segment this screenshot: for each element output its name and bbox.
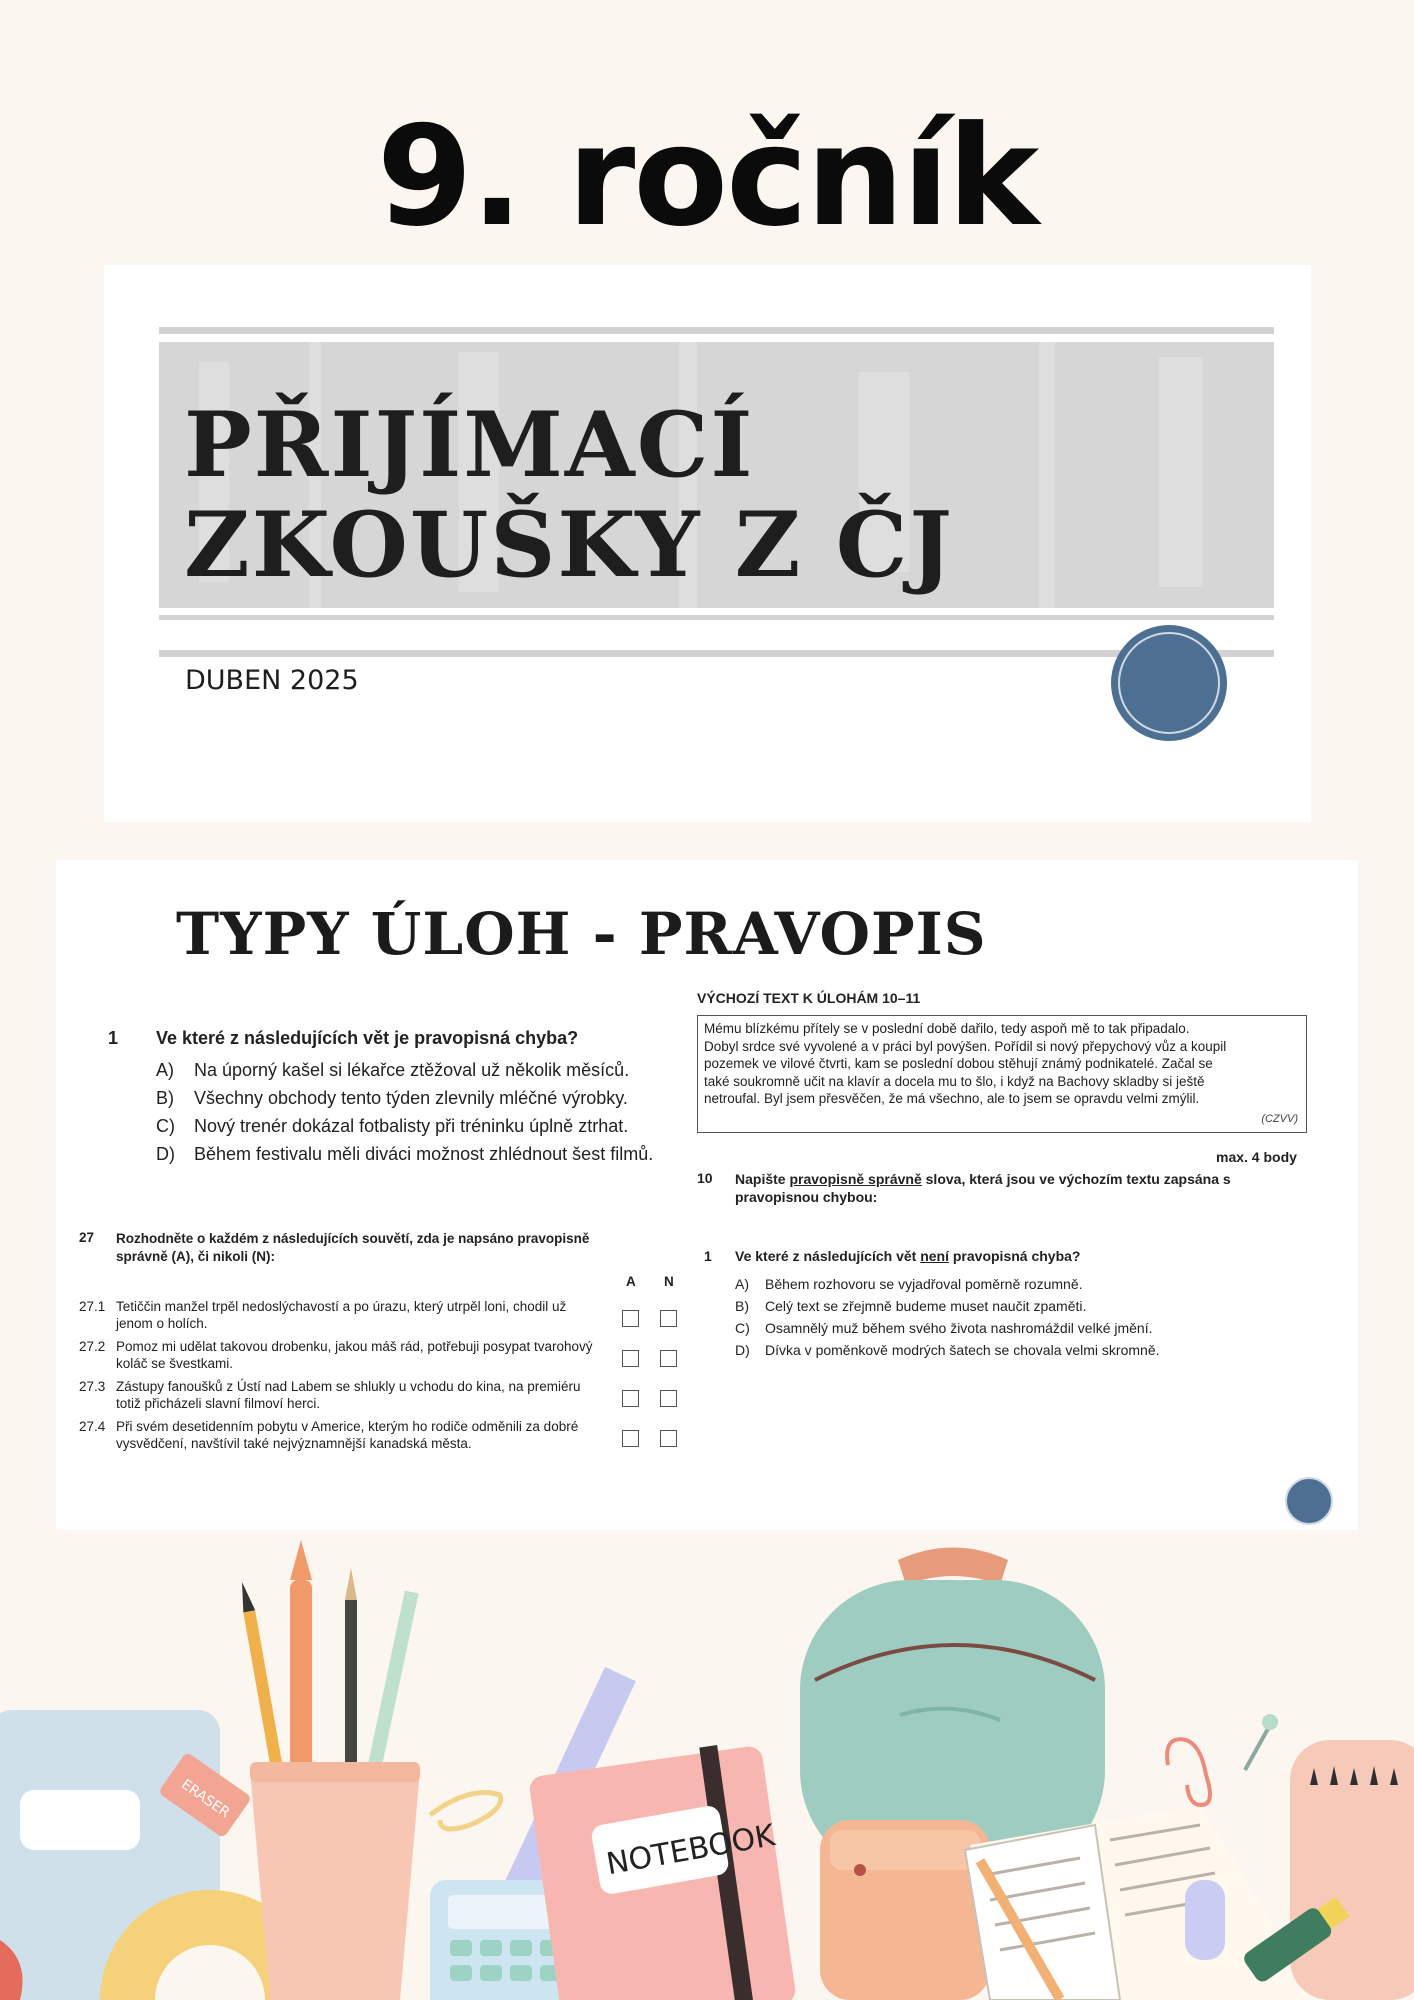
- option-text: Na úporný kašel si lékařce ztěžoval už několik měsíců.: [194, 1060, 630, 1080]
- question-text-emphasis: pravopisně správně: [789, 1171, 922, 1187]
- eraser-label: ERASER: [178, 1776, 233, 1822]
- checkbox-n[interactable]: [660, 1430, 677, 1447]
- school-supplies-illustration: [0, 1540, 1414, 2000]
- question-number: 27: [79, 1230, 95, 1245]
- source-text-box: [697, 1015, 1307, 1133]
- max-points: max. 4 body: [1216, 1149, 1297, 1165]
- checkbox-a[interactable]: [622, 1390, 639, 1407]
- option-text: Dívka v poměnkově modrých šatech se chovala velmi skromně.: [765, 1342, 1160, 1358]
- option-text: Nový trenér dokázal fotbalisty při tréninku úplně ztrhat.: [194, 1116, 629, 1136]
- option-label: C): [735, 1320, 750, 1336]
- checkbox-a[interactable]: [622, 1350, 639, 1367]
- option-text: Celý text se zřejmně budeme muset naučit zpaměti.: [765, 1298, 1087, 1314]
- item-number: 27.1: [79, 1299, 106, 1314]
- checkbox-n[interactable]: [660, 1390, 677, 1407]
- source-text-line: netroufal. Byl jsem přesvěčen, že má všechno, ale to jsem se opravdu velmi zmýlil.: [704, 1091, 1200, 1106]
- item-text: Pomoz mi udělat takovou drobenku, jakou máš rád, potřebuji posypat tvarohový koláč se švestkami.: [116, 1339, 593, 1371]
- source-text-heading: VÝCHOZÍ TEXT K ÚLOHÁM 10–11: [697, 990, 921, 1006]
- notebook-label: NOTEBOOK: [603, 1818, 778, 1883]
- question-text: Rozhodněte o každém z následujících souvětí, zda je napsáno pravopisně správně (A), či nikoli (N):: [116, 1231, 590, 1264]
- option-label: D): [156, 1144, 175, 1164]
- pink-notebook: [528, 1745, 797, 2000]
- pencil-case: [1290, 1740, 1414, 2000]
- slide-title: TYPY ÚLOH - PRAVOPIS: [176, 900, 987, 968]
- source-attribution: (CZVV): [1261, 1112, 1298, 1125]
- question-text-part: Ve které z následujících vět: [735, 1248, 921, 1264]
- slide-title-line-2: ZKOUŠKY Z ČJ: [184, 492, 955, 598]
- pencil-cup: [238, 1540, 420, 2000]
- option-text: Během festivalu měli diváci možnost zhlédnout šest filmů.: [194, 1144, 654, 1164]
- option-text: Osamnělý muž během svého života nashromáždil velké jmění.: [765, 1320, 1153, 1336]
- slide-date: DUBEN 2025: [185, 665, 359, 696]
- question-text: [735, 1170, 1295, 1206]
- question-text-emphasis: není: [920, 1248, 949, 1264]
- checkbox-a[interactable]: [622, 1430, 639, 1447]
- divider-bottom-inner: [159, 615, 1274, 620]
- decorative-circle: [1285, 1477, 1333, 1525]
- item-number: 27.2: [79, 1339, 106, 1354]
- divider-top: [159, 327, 1274, 334]
- paperclip-red: [1167, 1739, 1210, 1805]
- decorative-circle-ring: [1118, 632, 1220, 734]
- option-text: Všechny obchody tento týden zlevnily mléčné výrobky.: [194, 1088, 628, 1108]
- option-label: D): [735, 1342, 750, 1358]
- question-number: 1: [108, 1028, 119, 1048]
- slide-title: [184, 392, 955, 598]
- question-number: 1: [704, 1248, 712, 1264]
- item-text: Tetiččin manžel trpěl nedoslýchavostí a po úrazu, který utrpěl loni, chodil už jenom o holích.: [116, 1299, 567, 1331]
- question-text: Ve které z následujících vět je pravopisná chyba?: [156, 1028, 579, 1048]
- paperclip: [430, 1793, 501, 1830]
- question-number: 10: [697, 1170, 713, 1186]
- item-number: 27.3: [79, 1379, 106, 1394]
- item-text: Při svém desetidenním pobytu v Americe, kterým ho rodiče odměnili za dobré vysvědčení, navštívil také nejvýznamnější kanadská města.: [116, 1419, 579, 1451]
- option-label: B): [156, 1088, 174, 1108]
- question-text: [735, 1248, 1080, 1264]
- checkbox-n[interactable]: [660, 1310, 677, 1327]
- option-label: A): [156, 1060, 174, 1080]
- checkbox-a[interactable]: [622, 1310, 639, 1327]
- source-text-line: Mému blízkému přítely se v poslední době dařilo, tedy aspoň mě to tak připadalo.: [704, 1021, 1190, 1036]
- page-title: 9. ročník: [376, 96, 1038, 257]
- pushpin: [1245, 1714, 1278, 1770]
- slide-title-line-1: PŘIJÍMACÍ: [184, 392, 755, 498]
- column-header-n: N: [664, 1274, 674, 1289]
- option-label: B): [735, 1298, 749, 1314]
- option-label: C): [156, 1116, 175, 1136]
- item-text: Zástupy fanoušků z Ústí nad Labem se shlukly u vchodu do kina, na premiéru totiž přicházeli slavní filmoví herci.: [116, 1379, 581, 1411]
- column-header-a: A: [626, 1274, 636, 1289]
- question-text-part: pravopisná chyba?: [948, 1248, 1081, 1264]
- item-number: 27.4: [79, 1419, 106, 1434]
- option-text: Během rozhovoru se vyjadřoval poměrně rozumně.: [765, 1276, 1083, 1292]
- divider-bottom: [159, 650, 1274, 657]
- source-text-line: také soukromně učit na klavír a docela mu to šlo, i když na Bachovy skladby si ještě: [704, 1073, 1205, 1089]
- source-text-line: Dobyl srdce své vyvolené a v práci byl povýšen. Pořídil si nový přepychový vůz a koupil: [704, 1038, 1227, 1054]
- option-label: A): [735, 1276, 749, 1292]
- question-text-part: slova, která jsou ve výchozím textu zapsána s pravopisnou chybou:: [735, 1171, 1231, 1205]
- title-slide: [104, 265, 1311, 822]
- checkbox-n[interactable]: [660, 1350, 677, 1367]
- source-text-line: pozemek ve vilové čtvrti, kam se poslední dobou stěhují známý podnikatelé. Začal se: [704, 1056, 1213, 1071]
- question-text-part: Napište: [735, 1171, 790, 1187]
- exercise-slide: [56, 860, 1358, 1530]
